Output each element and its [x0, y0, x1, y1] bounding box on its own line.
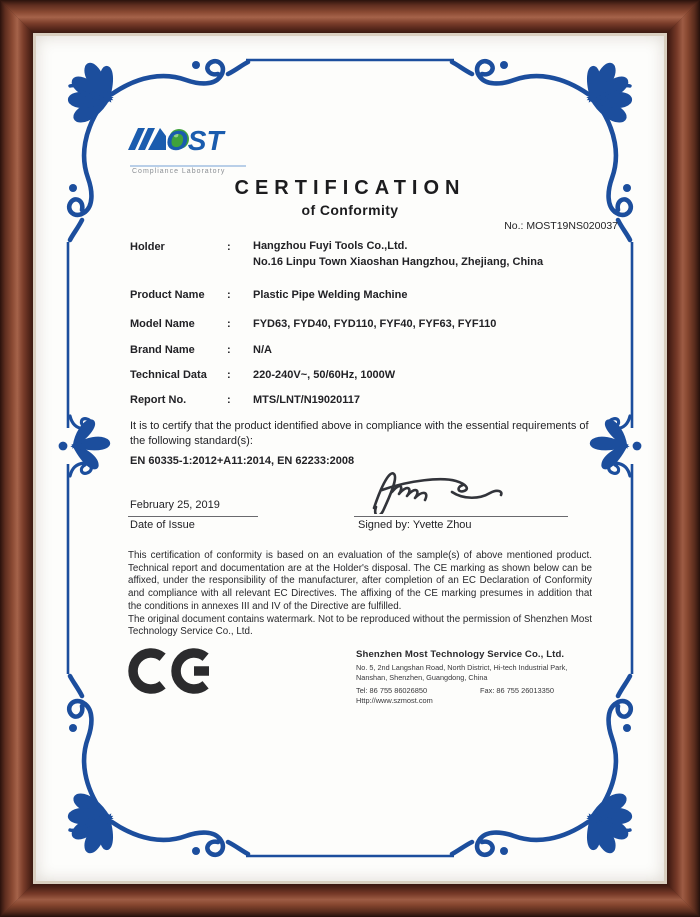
certificate-number: No.: MOST19NS020037 — [504, 220, 618, 232]
field-label: Holder — [130, 241, 165, 253]
field-row-technical-data — [130, 368, 624, 382]
signed-by-label: Signed by: Yvette Zhou — [358, 519, 472, 531]
certificate-paper — [36, 36, 664, 881]
field-row-report-no — [130, 393, 624, 407]
issuer-address-line2: Nanshan, Shenzhen, Guangdong, China — [356, 672, 488, 682]
field-row-brand-name — [130, 343, 624, 357]
signature-underline — [354, 516, 568, 517]
certificate-subtitle: of Conformity — [301, 202, 399, 218]
disclaimer-paragraph-2: The original document contains watermark. Not to be reproduced without the permission of Shenzhen Most Technology Service Co., Ltd. — [128, 613, 592, 638]
most-logo — [126, 124, 258, 175]
field-row-holder — [130, 240, 624, 272]
issuer-fax: Fax: 86 755 26013350 — [480, 686, 554, 696]
field-row-model-name — [130, 317, 624, 331]
field-colon: : — [227, 289, 231, 301]
field-colon: : — [227, 318, 231, 330]
field-label: Product Name — [130, 289, 205, 301]
wood-frame-top — [0, 0, 700, 36]
field-value: 220-240V~, 50/60Hz, 1000W — [253, 369, 396, 381]
field-row-product-name — [130, 288, 624, 302]
field-value: Plastic Pipe Welding Machine — [253, 289, 408, 301]
certify-statement: It is to certify that the product identified above in compliance with the essential requirements of the following standard(s): — [130, 420, 589, 447]
logo-underline — [130, 165, 246, 167]
issuer-website: Http://www.szmost.com — [356, 696, 433, 706]
field-colon: : — [227, 369, 231, 381]
issuer-address-line1: No. 5, 2nd Langshan Road, North District, Hi-tech Industrial Park, — [356, 663, 568, 672]
date-of-issue-label: Date of Issue — [130, 519, 195, 531]
field-value — [253, 240, 624, 272]
field-value: FYD63, FYD40, FYD110, FYF40, FYF63, FYF110 — [253, 318, 497, 330]
holder-address: No.16 Linpu Town Xiaoshan Hangzhou, Zhejiang, China — [253, 256, 544, 268]
field-colon: : — [227, 394, 231, 406]
field-value: N/A — [253, 344, 272, 356]
ce-mark-icon — [128, 644, 224, 698]
field-colon: : — [227, 344, 231, 356]
field-colon: : — [227, 241, 231, 253]
fleur-ornament-left — [59, 416, 109, 476]
field-label: Brand Name — [130, 344, 195, 356]
title-block — [36, 177, 664, 218]
field-label: Report No. — [130, 394, 187, 406]
issuer-telfax — [356, 686, 598, 695]
wood-frame-right — [664, 0, 700, 917]
disclaimer-text — [128, 550, 592, 639]
fleur-ornament-right — [591, 416, 641, 476]
certificate-title: CERTIFICATION — [234, 177, 466, 199]
field-label: Model Name — [130, 318, 195, 330]
field-value: MTS/LNT/N19020117 — [253, 394, 360, 406]
logo-subtext: Compliance Laboratory — [132, 168, 226, 175]
issuer-block — [356, 649, 598, 705]
disclaimer-paragraph-1: This certification of conformity is based on an evaluation of the sample(s) of above mentioned product. Technical report and documentation are at the Holder's disposal. The CE marking as shown below can be affixed, under the responsibility of the manufacturer, after completion of an EC Declaration of Conformity and compliance with all relevant EC Directives. The affixing of the CE marking presumes in addition that the conditions in annexes III and IV of the Directive are fulfilled. — [128, 550, 592, 612]
corner-flourish-bottom-left — [69, 676, 248, 855]
field-label: Technical Data — [130, 369, 207, 381]
signature-icon — [352, 462, 512, 514]
wood-frame-left — [0, 0, 36, 917]
holder-name: Hangzhou Fuyi Tools Co.,Ltd. — [253, 240, 408, 252]
issue-date: February 25, 2019 — [130, 499, 220, 511]
standards-list: EN 60335-1:2012+A11:2014, EN 62233:2008 — [130, 455, 355, 467]
issuer-name: Shenzhen Most Technology Service Co., Ltd. — [356, 649, 565, 660]
most-logo-icon — [126, 124, 258, 158]
wood-frame-bottom — [0, 881, 700, 917]
date-underline — [128, 516, 258, 517]
svg-text:OST: OST — [166, 125, 224, 156]
issuer-tel: Tel: 86 755 86026850 — [356, 686, 428, 696]
